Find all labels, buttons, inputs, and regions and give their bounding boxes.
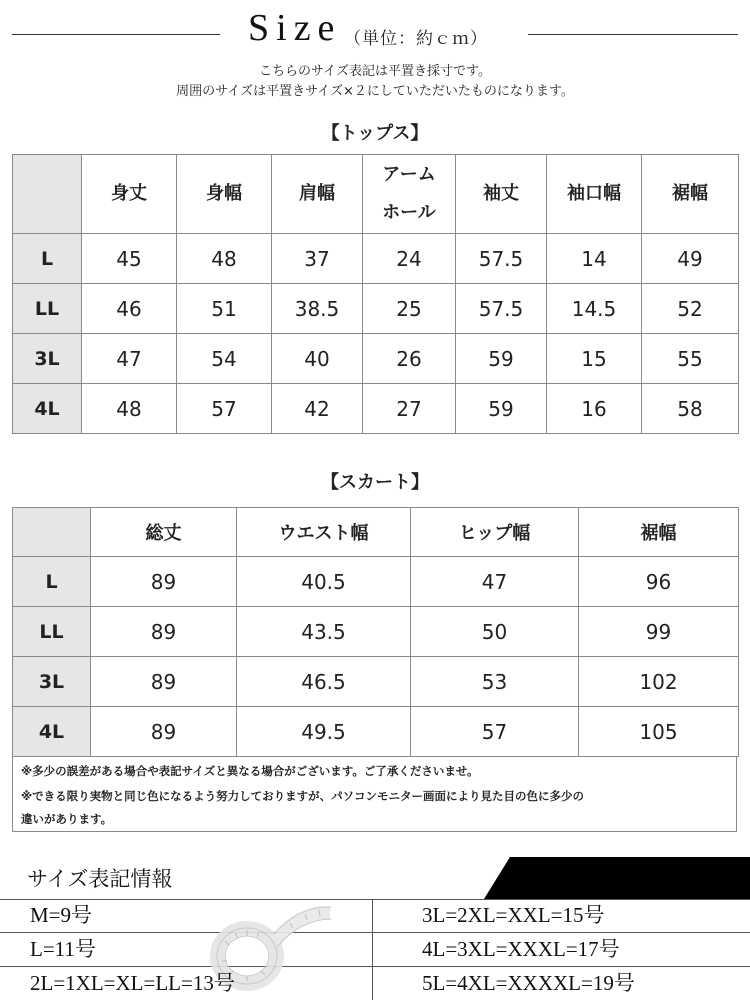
table-cell: 57	[177, 384, 272, 434]
size-info-title: サイズ表記情報	[27, 867, 173, 891]
size-info-grid	[0, 899, 750, 1000]
armhole-line-2: ホール	[382, 202, 436, 223]
table-row	[13, 707, 739, 757]
size-equivalence-2l	[30, 967, 235, 1000]
circumference-note: 周囲のサイズは平置きサイズ×２にしていただいたものになります。	[176, 84, 574, 99]
size-heading: Size	[248, 7, 342, 49]
table-cell: 52	[642, 284, 739, 334]
table-cell: 57	[411, 707, 579, 757]
table-row	[13, 234, 739, 284]
size-row-label: 4L	[13, 384, 82, 434]
table-cell: 89	[91, 607, 237, 657]
table-cell: 38.5	[272, 284, 363, 334]
table-cell: 24	[363, 234, 456, 284]
size-equivalence-m	[30, 899, 92, 932]
table-cell: 14.5	[547, 284, 642, 334]
table-cell: 45	[82, 234, 177, 284]
grid-rule-top	[0, 899, 750, 900]
table-cell: 48	[177, 234, 272, 284]
table-cell: 102	[579, 657, 739, 707]
table-cell: 40.5	[237, 557, 411, 607]
size-equivalence-l	[30, 933, 96, 966]
size-equivalence-text: L=11号	[30, 937, 96, 961]
table-row	[13, 557, 739, 607]
table-cell: 47	[82, 334, 177, 384]
table-cell: 58	[642, 384, 739, 434]
disclaimer-line-1: ※多少の誤差がある場合や表記サイズと異なる場合がございます。ご了承くださいませ。	[21, 764, 479, 778]
column-header: 身丈	[82, 155, 177, 234]
table-corner-cell	[13, 508, 91, 557]
table-cell: 42	[272, 384, 363, 434]
table-cell: 99	[579, 607, 739, 657]
table-cell: 27	[363, 384, 456, 434]
table-cell: 57.5	[456, 234, 547, 284]
table-cell: 89	[91, 657, 237, 707]
tops-size-table	[12, 154, 739, 434]
size-equivalence-text: 2L=1XL=XL=LL=13号	[30, 971, 235, 995]
armhole-line-1: アーム	[382, 164, 436, 185]
size-equivalence-text: 5L=4XL=XXXXL=19号	[422, 971, 635, 995]
column-header: 総丈	[91, 508, 237, 557]
table-cell: 46	[82, 284, 177, 334]
grid-column-divider	[372, 899, 373, 1000]
table-header-row	[13, 155, 739, 234]
skirt-section-title: 【スカート】	[321, 472, 429, 493]
size-info-header	[0, 857, 750, 899]
table-row	[13, 334, 739, 384]
column-header: ウエスト幅	[237, 508, 411, 557]
table-cell: 37	[272, 234, 363, 284]
column-header: 袖丈	[456, 155, 547, 234]
table-cell: 50	[411, 607, 579, 657]
table-cell: 49.5	[237, 707, 411, 757]
size-row-label: L	[13, 234, 82, 284]
title-divider-right	[528, 34, 738, 35]
column-header: ヒップ幅	[411, 508, 579, 557]
table-cell: 89	[91, 557, 237, 607]
column-header: 肩幅	[272, 155, 363, 234]
table-cell: 59	[456, 384, 547, 434]
table-cell: 89	[91, 707, 237, 757]
table-cell: 57.5	[456, 284, 547, 334]
column-header: 裾幅	[579, 508, 739, 557]
table-cell: 55	[642, 334, 739, 384]
table-cell: 15	[547, 334, 642, 384]
unit-label: （単位：約ｃｍ）	[344, 29, 488, 49]
table-cell: 48	[82, 384, 177, 434]
table-cell: 26	[363, 334, 456, 384]
size-equivalence-5l	[422, 967, 635, 1000]
table-row	[13, 384, 739, 434]
table-cell: 43.5	[237, 607, 411, 657]
size-row-label: 4L	[13, 707, 91, 757]
table-cell: 53	[411, 657, 579, 707]
table-corner-cell	[13, 155, 82, 234]
skirt-size-table	[12, 507, 739, 757]
table-cell: 59	[456, 334, 547, 384]
table-cell: 14	[547, 234, 642, 284]
table-header-row	[13, 508, 739, 557]
table-cell: 16	[547, 384, 642, 434]
size-equivalence-text: 3L=2XL=XXL=15号	[422, 903, 605, 927]
column-header: 身幅	[177, 155, 272, 234]
disclaimer-line-2: ※できる限り実物と同じ色になるよう努力しておりますが、パソコンモニター画面により見た目の色に多少の	[21, 789, 584, 803]
table-cell: 25	[363, 284, 456, 334]
table-row	[13, 284, 739, 334]
table-cell: 51	[177, 284, 272, 334]
table-cell: 49	[642, 234, 739, 284]
column-header-armhole	[363, 155, 456, 234]
disclaimer-box	[12, 757, 737, 832]
size-equivalence-text: 4L=3XL=XXXL=17号	[422, 937, 620, 961]
table-cell: 96	[579, 557, 739, 607]
table-cell: 105	[579, 707, 739, 757]
size-row-label: 3L	[13, 657, 91, 707]
size-equivalence-4l	[422, 933, 620, 966]
table-cell: 54	[177, 334, 272, 384]
column-header: 裾幅	[642, 155, 739, 234]
table-cell: 46.5	[237, 657, 411, 707]
size-equivalence-text: M=9号	[30, 903, 93, 927]
title-divider-left	[12, 34, 220, 35]
column-header: 袖口幅	[547, 155, 642, 234]
tops-section-title: 【トップス】	[321, 123, 429, 144]
size-row-label: 3L	[13, 334, 82, 384]
table-row	[13, 607, 739, 657]
grid-rule	[0, 932, 750, 933]
measurement-note: こちらのサイズ表記は平置き採寸です。	[259, 64, 491, 79]
table-cell: 40	[272, 334, 363, 384]
disclaimer-line-3: 違いがあります。	[21, 812, 113, 826]
size-title-row	[0, 0, 750, 60]
size-row-label: LL	[13, 607, 91, 657]
size-row-label: LL	[13, 284, 82, 334]
table-cell: 47	[411, 557, 579, 607]
table-row	[13, 657, 739, 707]
size-equivalence-3l	[422, 899, 605, 932]
size-row-label: L	[13, 557, 91, 607]
